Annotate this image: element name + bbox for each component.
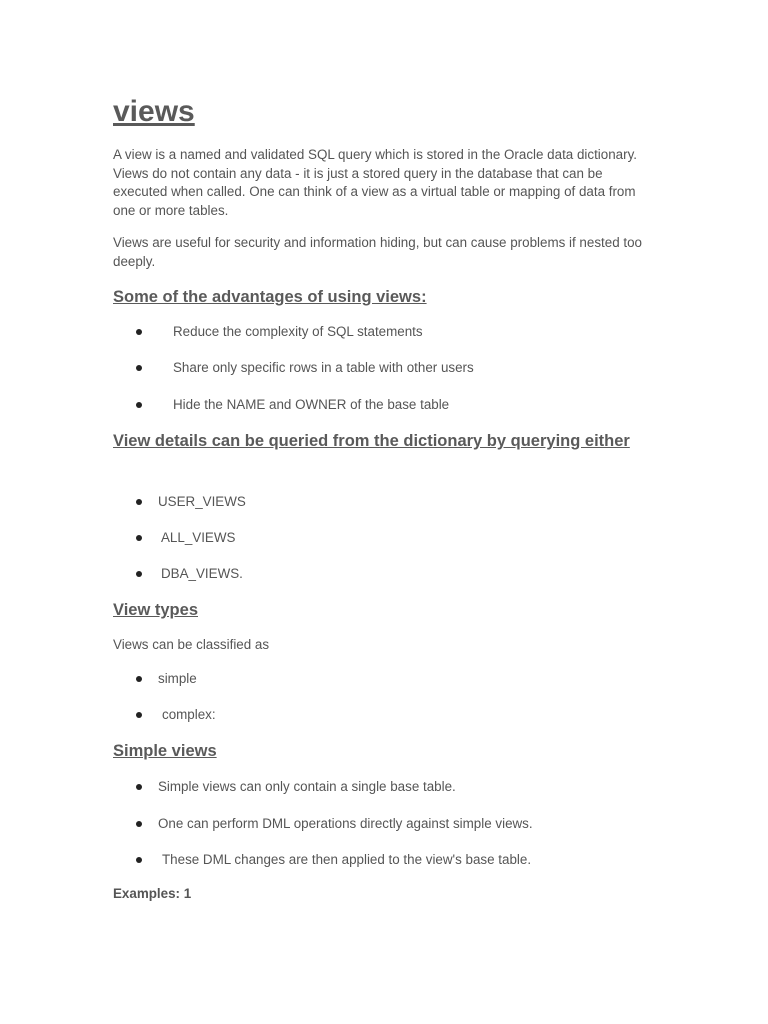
bullet-icon: [136, 712, 142, 718]
bullet-icon: [136, 365, 142, 371]
view-types-heading: View types: [113, 601, 198, 619]
page-title: views: [113, 95, 195, 128]
view-types-intro: Views can be classified as: [113, 637, 270, 652]
list-item-text: These DML changes are then applied to the view's base table.: [162, 852, 532, 867]
bullet-icon: [136, 499, 142, 505]
bullet-icon: [136, 676, 142, 682]
bullet-icon: [136, 571, 142, 577]
simple-views-heading: Simple views: [113, 742, 217, 760]
list-item-text: ALL_VIEWS: [161, 530, 236, 545]
list-item-text: Hide the NAME and OWNER of the base table: [173, 397, 450, 412]
intro-paragraph: A view is a named and validated SQL query which is stored in the Oracle data dictionary. Views do not contain any data - it is just a stored query in the database that can be executed when called. One can think of a view as a virtual table or mapping of data from one or more tables.: [113, 147, 637, 219]
advantages-heading: Some of the advantages of using views:: [113, 288, 427, 306]
list-item-text: One can perform DML operations directly against simple views.: [158, 816, 533, 831]
list-item-text: simple: [158, 671, 197, 686]
dictionary-heading: View details can be queried from the dictionary by querying either: [113, 432, 630, 450]
list-item-text: Share only specific rows in a table with other users: [173, 360, 474, 375]
bullet-icon: [136, 329, 142, 335]
list-item-text: Simple views can only contain a single base table.: [158, 779, 456, 794]
list-item-text: DBA_VIEWS.: [161, 566, 243, 581]
bullet-icon: [136, 857, 142, 863]
bullet-icon: [136, 784, 142, 790]
list-item-text: Reduce the complexity of SQL statements: [173, 324, 423, 339]
intro-paragraph-2: Views are useful for security and information hiding, but can cause problems if nested too deeply.: [113, 235, 642, 269]
list-item-text: complex:: [162, 707, 216, 722]
bullet-icon: [136, 402, 142, 408]
list-item-text: USER_VIEWS: [158, 494, 246, 509]
bullet-icon: [136, 821, 142, 827]
bullet-icon: [136, 535, 142, 541]
examples-label: Examples: 1: [113, 886, 192, 901]
